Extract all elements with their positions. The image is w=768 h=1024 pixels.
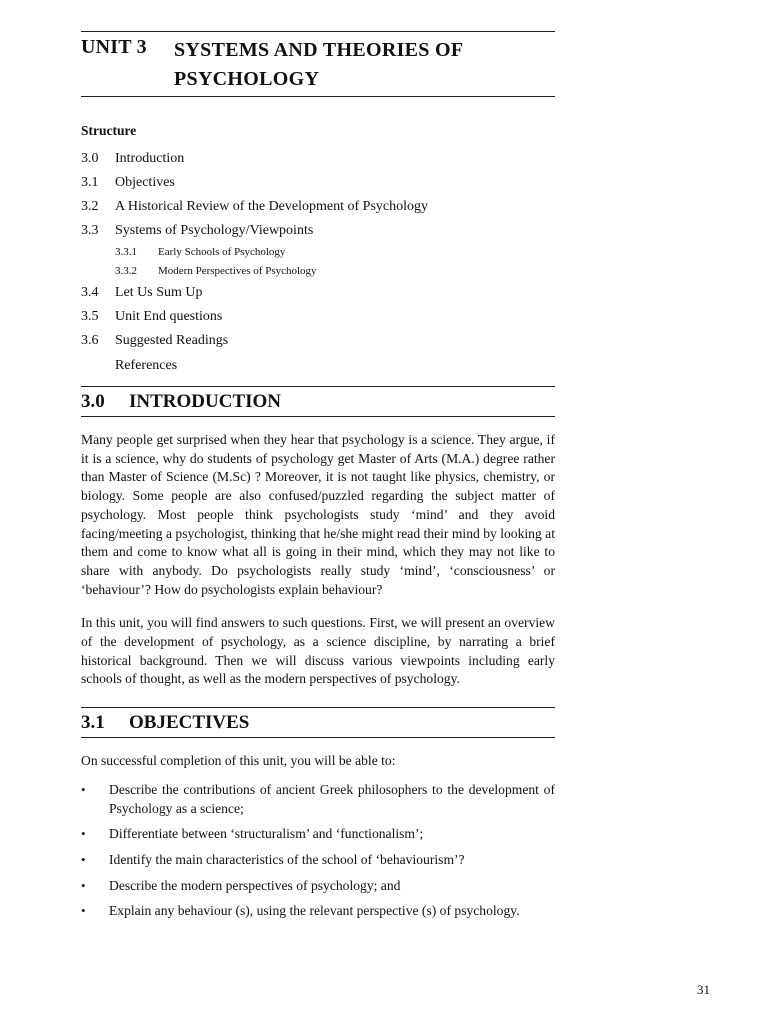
list-item [81, 902, 555, 921]
toc-item-number: 3.3 [81, 223, 99, 238]
section-bottom-rule [81, 737, 555, 738]
bullet-icon: • [81, 877, 86, 893]
objective-text: Explain any behaviour (s), using the relevant perspective (s) of psychology. [109, 903, 520, 919]
toc-item-number: 3.2 [81, 199, 99, 214]
introduction-paragraph-2: In this unit, you will find answers to such questions. First, we will present an overview of the development of psychology, as a science discipline, by narrating a brief historical background. Then we will discuss various viewpoints including early schools of thought, as well as the modern perspectives of psychology. [81, 615, 555, 687]
toc-item-label: Introduction [115, 151, 185, 166]
objective-text: Describe the modern perspectives of psychology; and [109, 877, 401, 893]
toc-item [81, 195, 555, 219]
section-bottom-rule [81, 416, 555, 417]
unit-bottom-rule [81, 96, 555, 97]
toc-item [81, 305, 555, 329]
list-item [81, 877, 555, 896]
toc-item-label: Systems of Psychology/Viewpoints [115, 223, 314, 238]
toc-item-label: Unit End questions [115, 309, 223, 324]
list-item [81, 781, 555, 818]
toc-item-label: A Historical Review of the Development of Psychology [115, 199, 428, 214]
unit-title [174, 36, 463, 94]
introduction-paragraph-1: Many people get surprised when they hear that psychology is a science. They argue, if it is a science, why do students of psychology get Master of Arts (M.A.) degree rather than Master of Science (M.Sc) ? Moreover, it is not taught like physics, chemistry, or biology. Some people are also confused/puzzled regarding the subject matter of psychology. Most people think psychologists study ‘mind’ and they avoid facing/meeting a psychologist, thinking that he/she might read their mind by looking at them and come to know what all is going in their mind, which they may not like to share with anybody. Do psychologists really study ‘mind’, ‘consciousness’ or ‘behaviour’? How do psychologists explain behaviour? [81, 432, 555, 597]
objective-text: Describe the contributions of ancient Greek philosophers to the development of Psychology as a science; [109, 781, 555, 816]
toc-subitem-number: 3.3.2 [115, 265, 137, 277]
objectives-list [81, 781, 555, 921]
bullet-icon: • [81, 781, 86, 797]
toc-subitem [81, 262, 555, 281]
toc-item [81, 171, 555, 195]
unit-title-line-2: PSYCHOLOGY [174, 68, 320, 90]
bullet-icon: • [81, 826, 86, 842]
section-number: 3.0 [81, 391, 105, 412]
section-heading-objectives [81, 708, 555, 737]
section-heading-introduction [81, 387, 555, 416]
document-page [81, 31, 555, 921]
toc-item [81, 219, 555, 243]
list-item [81, 825, 555, 844]
toc-subitem-label: Modern Perspectives of Psychology [158, 265, 317, 277]
toc-item-number: 3.4 [81, 285, 99, 300]
section-title: OBJECTIVES [129, 712, 250, 734]
toc-item-number: 3.5 [81, 309, 99, 324]
objective-text: Differentiate between ‘structuralism’ and ‘functionalism’; [109, 826, 424, 842]
page-number: 31 [697, 982, 710, 997]
bullet-icon: • [81, 903, 86, 919]
toc-item-label: Suggested Readings [115, 333, 229, 348]
list-item [81, 851, 555, 870]
bullet-icon: • [81, 851, 86, 867]
objective-text: Identify the main characteristics of the school of ‘behaviourism’? [109, 851, 465, 867]
toc-item [81, 281, 555, 305]
structure-label: Structure [81, 123, 137, 138]
unit-header [81, 32, 555, 96]
toc-item-number: 3.0 [81, 151, 99, 166]
toc-item-number: 3.1 [81, 175, 99, 190]
toc-item [81, 329, 555, 353]
toc-subitem-number: 3.3.1 [115, 246, 137, 258]
unit-number: UNIT 3 [81, 36, 147, 58]
toc-item-label: Let Us Sum Up [115, 285, 203, 300]
section-number: 3.1 [81, 712, 105, 734]
section-title: INTRODUCTION [129, 391, 282, 412]
toc-subitem-label: Early Schools of Psychology [158, 246, 286, 258]
toc-item-label: Objectives [115, 175, 175, 190]
toc-subitem [81, 243, 555, 262]
toc-item [81, 147, 555, 171]
structure-list [81, 147, 555, 378]
toc-references: References [115, 358, 178, 373]
objectives-intro: On successful completion of this unit, you will be able to: [81, 753, 396, 769]
unit-title-line-1: SYSTEMS AND THEORIES OF [174, 39, 464, 61]
toc-item-number: 3.6 [81, 333, 99, 348]
